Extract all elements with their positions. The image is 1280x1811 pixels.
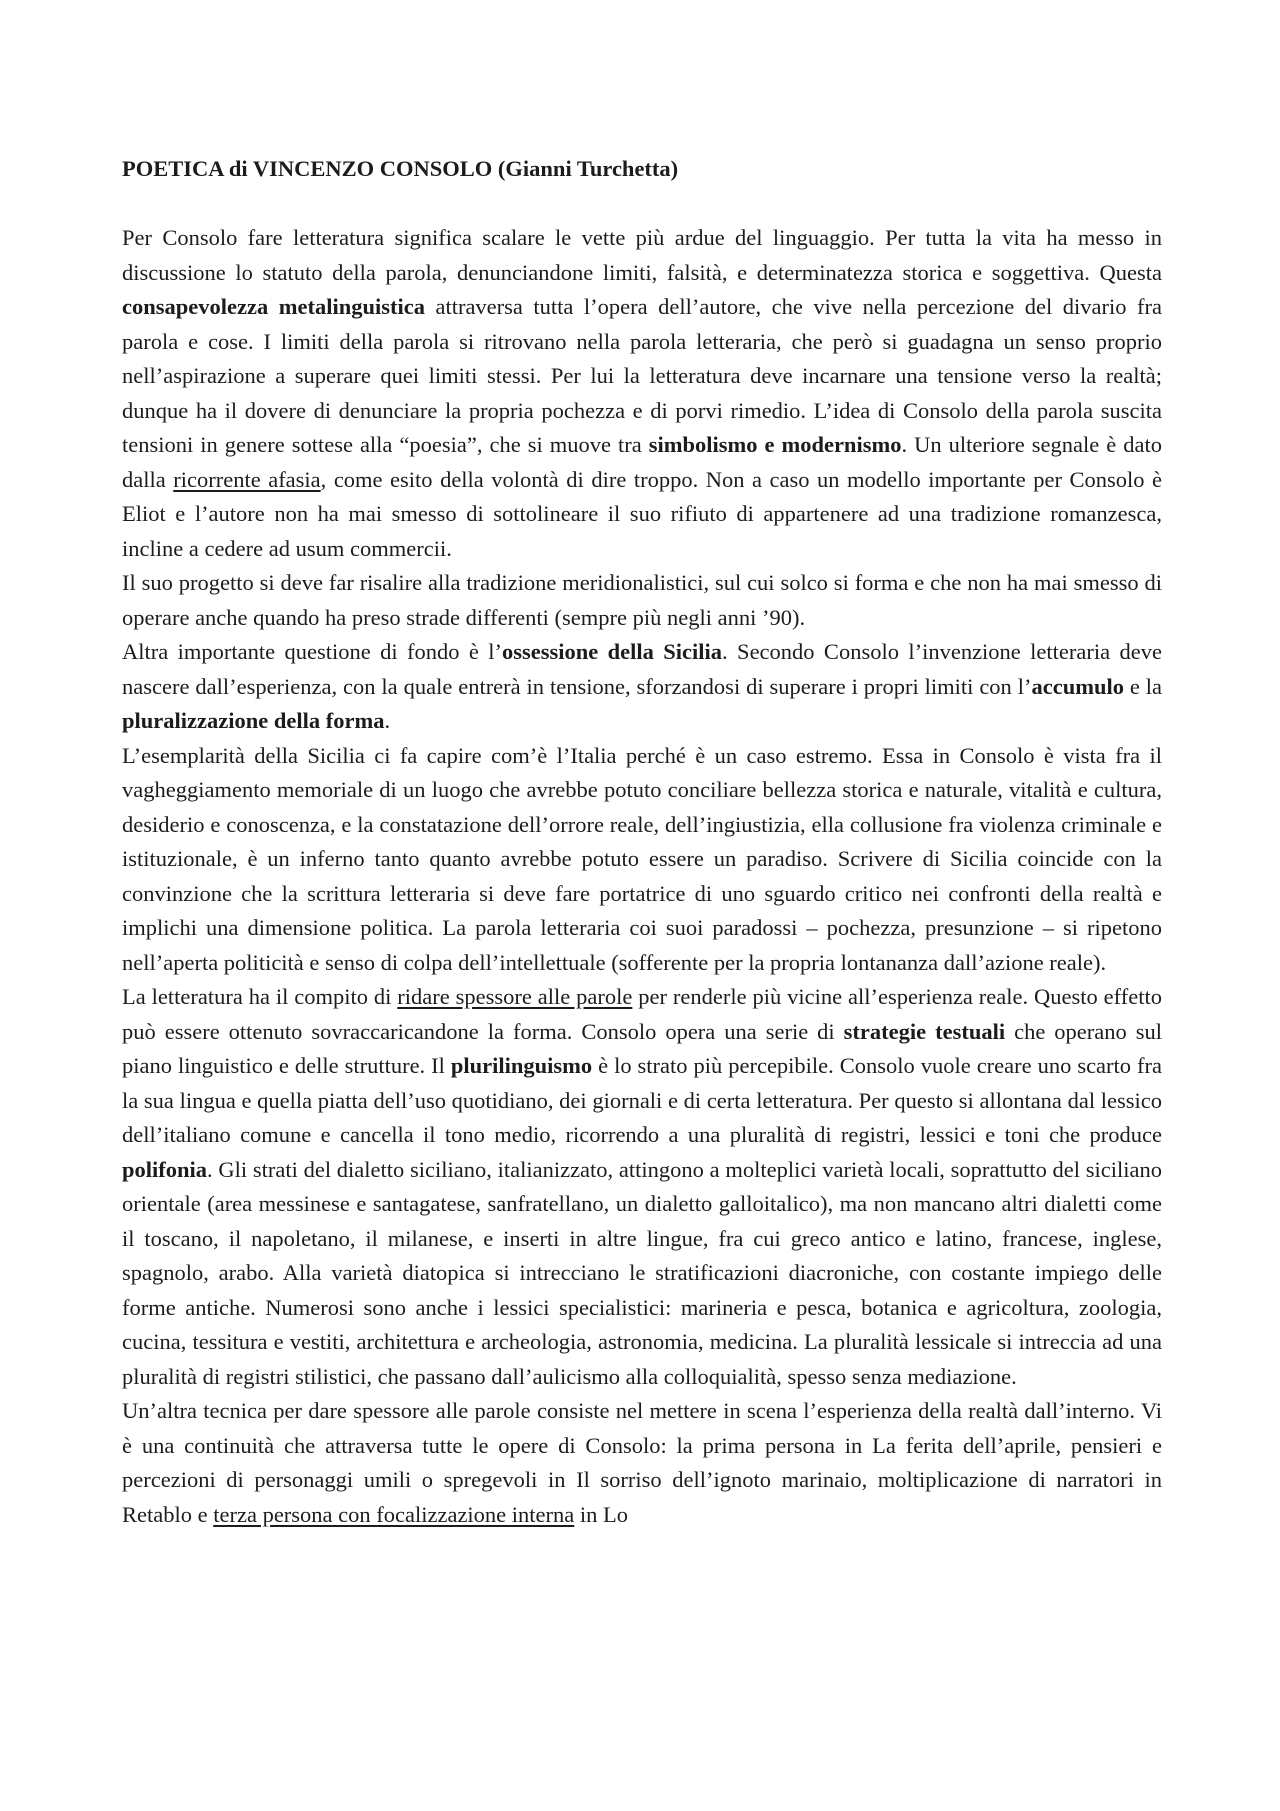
bold-run: ossessione della Sicilia bbox=[502, 639, 723, 664]
text-run: Il suo progetto si deve far risalire alla tradizione meridionalistici, sul cui solco si forma e che non ha mai smesso di operare anche quando ha preso strade differenti (sempre più negli anni ’90). bbox=[122, 570, 1162, 630]
paragraph-3 bbox=[122, 635, 1162, 739]
bold-run: consapevolezza metalinguistica bbox=[122, 294, 425, 319]
text-run: Per Consolo fare letteratura significa scalare le vette più ardue del linguaggio. Per tutta la vita ha messo in discussione lo statuto della parola, denunciandone limiti, falsità, e determinatezza storica e soggettiva. Questa bbox=[122, 225, 1162, 285]
text-run: per renderle più vicine all’esperienza reale. Questo effetto può essere ottenuto sovraccaricandone la forma. Consolo opera una serie di bbox=[122, 984, 1162, 1044]
document-title: POETICA di VINCENZO CONSOLO (Gianni Turchetta) bbox=[122, 156, 679, 181]
bold-run: accumulo bbox=[1031, 673, 1124, 699]
bold-run: polifonia bbox=[122, 1156, 208, 1182]
bold-run: plurilinguismo bbox=[450, 1053, 593, 1078]
bold-run: strategie testuali bbox=[843, 1018, 1006, 1044]
bold-run: simbolismo e modernismo bbox=[648, 432, 902, 457]
text-run: . Secondo Consolo l’invenzione letteraria deve nascere dall’esperienza, con la quale entrerà in tensione, sforzandosi di superare i propri limiti con l’ bbox=[122, 639, 1162, 699]
text-run: in Lo bbox=[574, 1501, 629, 1527]
paragraph-4 bbox=[122, 739, 1162, 981]
underlined-run: ricorrente afasia bbox=[173, 466, 321, 492]
text-run: attraversa tutta l’opera dell’autore, che vive nella percezione del divario fra parola e cose. I limiti della parola si ritrovano nella parola letteraria, che però si guadagna un senso proprio nell’aspirazione a superare quei limiti stessi. Per lui la letteratura deve incarnare una tensione verso la realtà; dunque ha il dovere di denunciare la propria pochezza e di porvi rimedio. L’idea di Consolo della parola suscita tensioni in genere sottese alla “poesia”, che si muove tra bbox=[122, 294, 1162, 457]
paragraph-1 bbox=[122, 221, 1162, 566]
paragraph-6 bbox=[122, 1394, 1162, 1532]
text-run: e la bbox=[1123, 673, 1163, 699]
text-run: , come esito della volontà di dire troppo. Non a caso un modello importante per Consolo è Eliot e l’autore non ha mai smesso di sottolineare il suo rifiuto di appartenere ad una tradizione romanzesca, incline a cedere ad usum commercii. bbox=[122, 466, 1162, 561]
text-run: . Gli strati del dialetto siciliano, italianizzato, attingono a molteplici varietà locali, soprattutto del siciliano orientale (area messinese e santagatese, sanfratellano, un dialetto galloitalico), ma non mancano altri dialetti come il toscano, il napoletano, il milanese, e inserti in altre lingue, fra cui greco antico e latino, francese, inglese, spagnolo, arabo. Alla varietà diatopica si intrecciano le stratificazioni diacroniche, con costante impiego delle forme antiche. Numerosi sono anche i lessici specialistici: marineria e pesca, botanica e agricoltura, zoologia, cucina, tessitura e vestiti, architettura e archeologia, astronomia, medicina. La pluralità lessicale si intreccia ad una pluralità di registri stilistici, che passano dall’aulicismo alla colloquialità, spesso senza mediazione. bbox=[122, 1156, 1162, 1389]
text-run: La letteratura ha il compito di bbox=[122, 984, 398, 1009]
underlined-run: terza persona con focalizzazione interna bbox=[213, 1501, 575, 1527]
text-run: Un’altra tecnica per dare spessore alle parole consiste nel mettere in scena l’esperienza della realtà dall’interno. Vi è una continuità che attraversa tutte le opere di Consolo: la prima persona in La ferita dell’aprile, pensieri e percezioni di personaggi umili o spregevoli in Il sorriso dell’ignoto marinaio, moltiplicazione di narratori in Retablo e bbox=[122, 1398, 1162, 1527]
text-run: Altra importante questione di fondo è l’ bbox=[122, 639, 502, 664]
text-run: è lo strato più percepibile. Consolo vuole creare uno scarto fra la sua lingua e quella piatta dell’uso quotidiano, dei giornali e di certa letteratura. Per questo si allontana dal lessico dell’italiano comune e cancella il tono medio, ricorrendo a una pluralità di registri, lessici e toni che produce bbox=[122, 1053, 1162, 1147]
text-run: L’esemplarità della Sicilia ci fa capire com’è l’Italia perché è un caso estremo. Essa in Consolo è vista fra il vagheggiamento memoriale di un luogo che avrebbe potuto conciliare bellezza storica e naturale, vitalità e cultura, desiderio e conoscenza, e la constatazione dell’orrore reale, dell’ingiustizia, ella collusione fra violenza criminale e istituzionale, è un inferno tanto quanto avrebbe potuto essere un paradiso. Scrivere di Sicilia coincide con la convinzione che la scrittura letteraria si deve fare portatrice di uno sguardo critico nei confronti della realtà e implichi una dimensione politica. La parola letteraria coi suoi paradossi – pochezza, presunzione – si ripetono nell’aperta politicità e senso di colpa dell’intellettuale (sofferente per la propria lontananza dall’azione reale). bbox=[122, 742, 1162, 975]
bold-run: pluralizzazione della forma bbox=[122, 708, 385, 733]
paragraph-5 bbox=[122, 980, 1162, 1394]
paragraph-2 bbox=[122, 566, 1162, 635]
text-run: . bbox=[384, 708, 391, 733]
underlined-run: ridare spessore alle parole bbox=[397, 984, 633, 1009]
text-run: che operano sul piano linguistico e delle strutture. Il bbox=[122, 1018, 1162, 1078]
text-run: . Un ulteriore segnale è dato dalla bbox=[122, 432, 1162, 492]
